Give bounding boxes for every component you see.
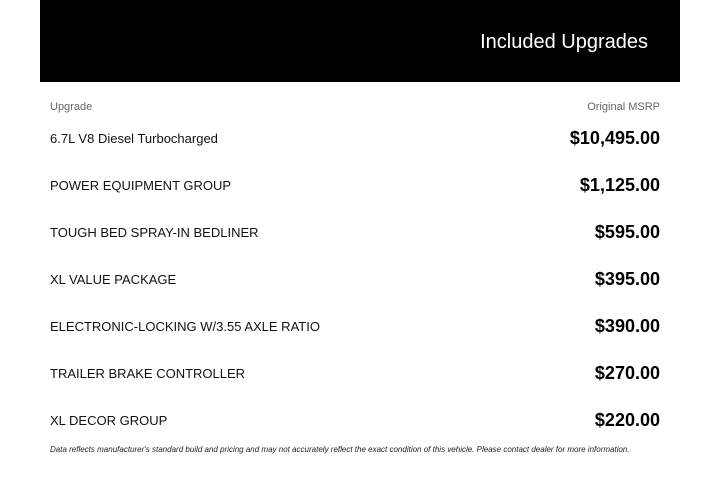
upgrade-row <box>40 171 680 201</box>
upgrade-name: XL DECOR GROUP <box>50 413 168 428</box>
upgrade-row <box>40 312 680 342</box>
header-banner <box>40 0 680 82</box>
upgrade-name: XL VALUE PACKAGE <box>50 272 177 287</box>
upgrade-name: TOUGH BED SPRAY-IN BEDLINER <box>50 225 259 240</box>
upgrade-name: ELECTRONIC-LOCKING W/3.55 AXLE RATIO <box>50 319 320 334</box>
upgrade-name: TRAILER BRAKE CONTROLLER <box>50 366 246 381</box>
upgrade-price: $220.00 <box>594 410 660 430</box>
upgrade-price: $10,495.00 <box>569 128 660 148</box>
column-header-upgrade: Upgrade <box>50 101 93 113</box>
upgrade-name: POWER EQUIPMENT GROUP <box>50 178 232 193</box>
upgrade-price: $270.00 <box>594 363 660 383</box>
upgrade-row <box>40 218 680 248</box>
upgrade-price: $395.00 <box>594 269 660 289</box>
upgrade-row <box>40 124 680 154</box>
upgrade-price: $1,125.00 <box>579 175 660 195</box>
upgrade-name: 6.7L V8 Diesel Turbocharged <box>50 131 218 146</box>
upgrade-price: $390.00 <box>594 316 660 336</box>
upgrade-row <box>40 359 680 389</box>
disclaimer-text: Data reflects manufacturer's standard build and pricing and may not accurately reflect the exact condition of this vehicle. Please contact dealer for more information. <box>50 445 630 454</box>
page-title: Included Upgrades <box>480 31 648 53</box>
column-header-msrp: Original MSRP <box>587 101 660 113</box>
upgrade-price: $595.00 <box>594 222 660 242</box>
upgrade-row <box>40 265 680 295</box>
upgrade-row <box>40 406 680 436</box>
included-upgrades-panel <box>40 0 680 480</box>
